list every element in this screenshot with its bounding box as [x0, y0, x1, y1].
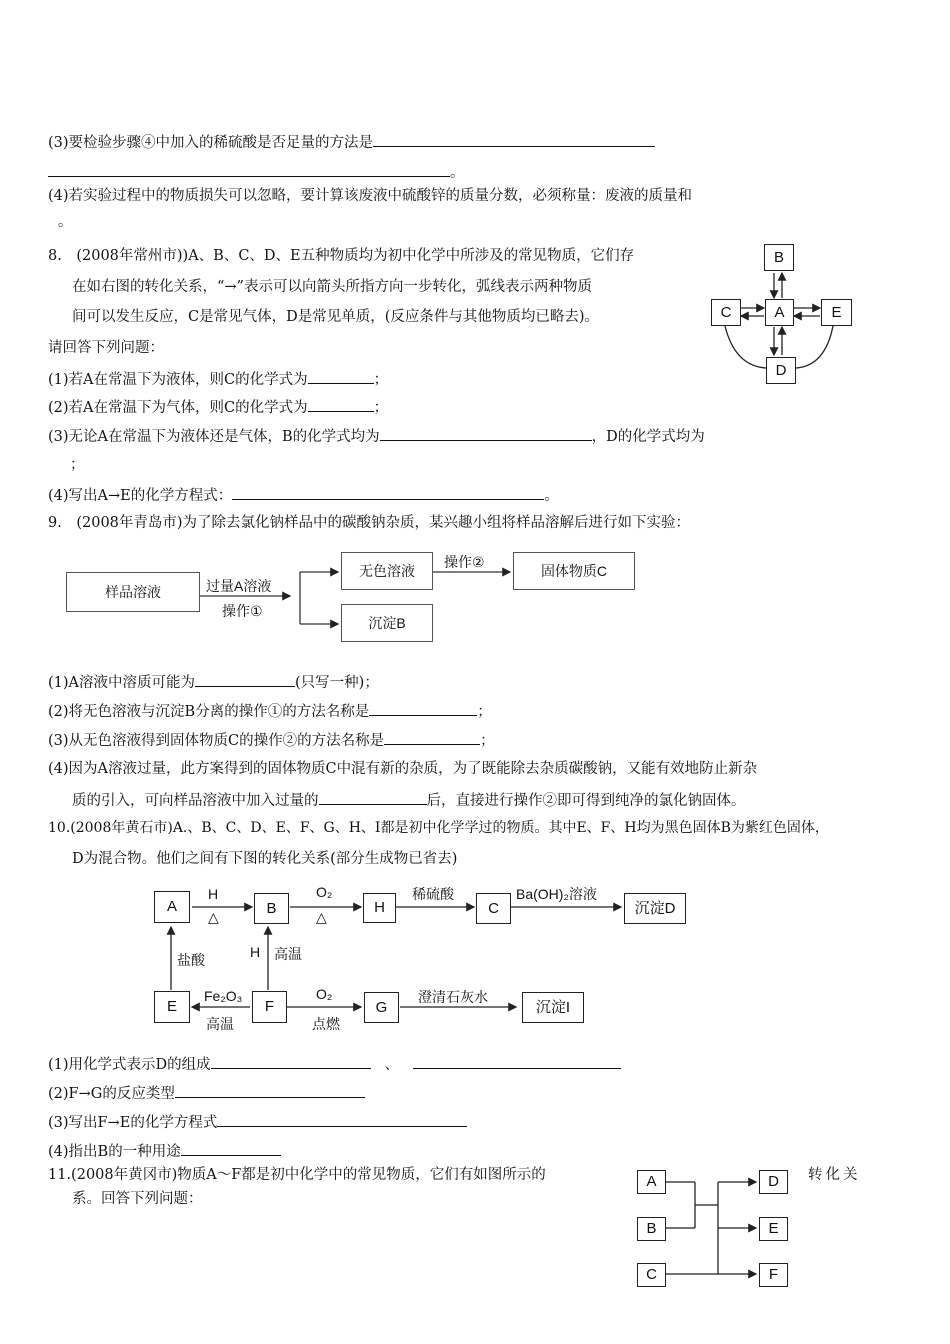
q10-label-ab-bot: △: [208, 909, 219, 925]
q7-part4: (4)若实验过程中的物质损失可以忽略，要计算该废液中硫酸锌的质量分数，必须称量：废液的质量和: [48, 188, 693, 204]
q8-part4: (4)写出A→E的化学方程式： 。: [48, 484, 559, 506]
q11-node-b: B: [637, 1217, 666, 1241]
q10-node-e: E: [154, 991, 190, 1023]
q11-line1-end: 转化关: [808, 1167, 861, 1183]
q8-part3-end: ；: [70, 457, 85, 473]
q11-node-d: D: [759, 1170, 788, 1194]
q10-label-fg-top: O₂: [316, 986, 333, 1002]
q10-label-fg-bot: 点燃: [312, 1016, 340, 1032]
q9-node-sample: 样品溶液: [66, 572, 200, 612]
q10-node-c: C: [476, 893, 511, 924]
q10-line2: D为混合物。他们之间有下图的转化关系(部分生成物已省去): [72, 851, 458, 867]
q10-line1: 10.(2008年黄石市)A.、B、C、D、E、F、G、H、I都是初中化学学过的物质。其中E、F、H均为黑色固体B为紫红色固体，: [48, 820, 829, 836]
q10-part3: (3)写出F→E的化学方程式: [48, 1111, 467, 1133]
q8-part2: (2)若A在常温下为气体，则C的化学式为 ；: [48, 396, 388, 418]
q9-node-colorless: 无色溶液: [341, 552, 433, 590]
q9-label-op2: 操作②: [444, 554, 485, 570]
q9-part4: (4)因为A溶液过量，此方案得到的固体物质C中混有新的杂质，为了既能除去杂质碳酸钠，又能有效地防止新杂: [48, 761, 758, 777]
q9-label-op1: 操作①: [222, 603, 263, 619]
q9-part2: (2)将无色溶液与沉淀B分离的操作①的方法名称是 ；: [48, 700, 492, 722]
q8-line3: 间可以发生反应，C是常见气体，D是常见单质，(反应条件与其他物质均已略去)。: [72, 309, 600, 325]
q11-node-c: C: [637, 1263, 666, 1287]
q8-node-d: D: [766, 357, 796, 384]
q8-prompt: 请回答下列问题：: [48, 340, 164, 356]
q7-part3: (3)要检验步骤④中加入的稀硫酸是否足量的方法是: [48, 131, 655, 153]
q10-node-b: B: [254, 893, 289, 924]
q9-part4-cont: 质的引入，可向样品溶液中加入过量的 后，直接进行操作②即可得到纯净的氯化钠固体。: [72, 789, 746, 811]
q8-node-b: B: [764, 244, 794, 271]
q9-part3: (3)从无色溶液得到固体物质C的操作②的方法名称是 ；: [48, 729, 495, 751]
q10-node-f: F: [252, 991, 287, 1023]
q10-node-h: H: [363, 893, 396, 923]
q10-part4: (4)指出B的一种用途: [48, 1140, 281, 1162]
q8-node-e: E: [821, 299, 852, 326]
q9-part1: (1)A溶液中溶质可能为 (只写一种)；: [48, 671, 379, 693]
q10-label-cd: Ba(OH)₂溶液: [516, 886, 597, 902]
q10-label-hc: 稀硫酸: [412, 886, 454, 902]
q10-label-ab-top: H: [208, 886, 219, 902]
q10-part2: (2)F→G的反应类型: [48, 1082, 365, 1104]
q9-node-solid: 固体物质C: [513, 552, 635, 590]
q10-node-d: 沉淀D: [624, 893, 686, 924]
q10-label-fe-top: Fe₂O₃: [204, 988, 243, 1004]
q10-part1: (1)用化学式表示D的组成 、: [48, 1053, 621, 1075]
q10-label-bh-top: O₂: [316, 884, 333, 900]
q8-line2: 在如右图的转化关系，“→”表示可以向箭头所指方向一步转化，弧线表示两种物质: [72, 279, 592, 295]
q7-part4-end: 。: [58, 214, 73, 230]
q8-part3: (3)无论A在常温下为液体还是气体，B的化学式均为 ，D的化学式均为: [48, 425, 705, 447]
q10-node-a: A: [154, 891, 190, 923]
q10-label-fe-bot: 高温: [206, 1016, 234, 1032]
q10-node-i: 沉淀I: [522, 992, 584, 1023]
q7-part3-cont: 。: [48, 161, 465, 183]
q11-line2: 系。回答下列问题：: [72, 1191, 203, 1207]
q11-node-f: F: [759, 1263, 788, 1287]
q11-line1: 11.(2008年黄冈市)物质A～F都是初中化学中的常见物质，它们有如图所示的: [48, 1167, 546, 1183]
q10-label-fb-2: 高温: [274, 946, 302, 962]
q10-label-bh-bot: △: [316, 909, 327, 925]
q8-node-c: C: [711, 299, 741, 326]
q10-label-fb-1: H: [250, 944, 261, 960]
q11-node-e: E: [759, 1217, 788, 1241]
q9-node-precipitate: 沉淀B: [341, 604, 433, 642]
q8-node-a: A: [765, 299, 794, 326]
q11-node-a: A: [637, 1170, 666, 1194]
q9-label-reagent: 过量A溶液: [206, 578, 272, 594]
q8-part1: (1)若A在常温下为液体，则C的化学式为 ；: [48, 368, 388, 390]
q8-line1: 8. (2008年常州市))A、B、C、D、E五种物质均为初中化学中所涉及的常见物质，它们存: [48, 248, 635, 264]
q9-line1: 9. (2008年青岛市)为了除去氯化钠样品中的碳酸钠杂质，某兴趣小组将样品溶解后进行如下实验：: [48, 515, 691, 531]
q10-label-gi: 澄清石灰水: [418, 989, 488, 1005]
q10-node-g: G: [364, 992, 399, 1023]
q10-label-ea: 盐酸: [177, 952, 205, 968]
